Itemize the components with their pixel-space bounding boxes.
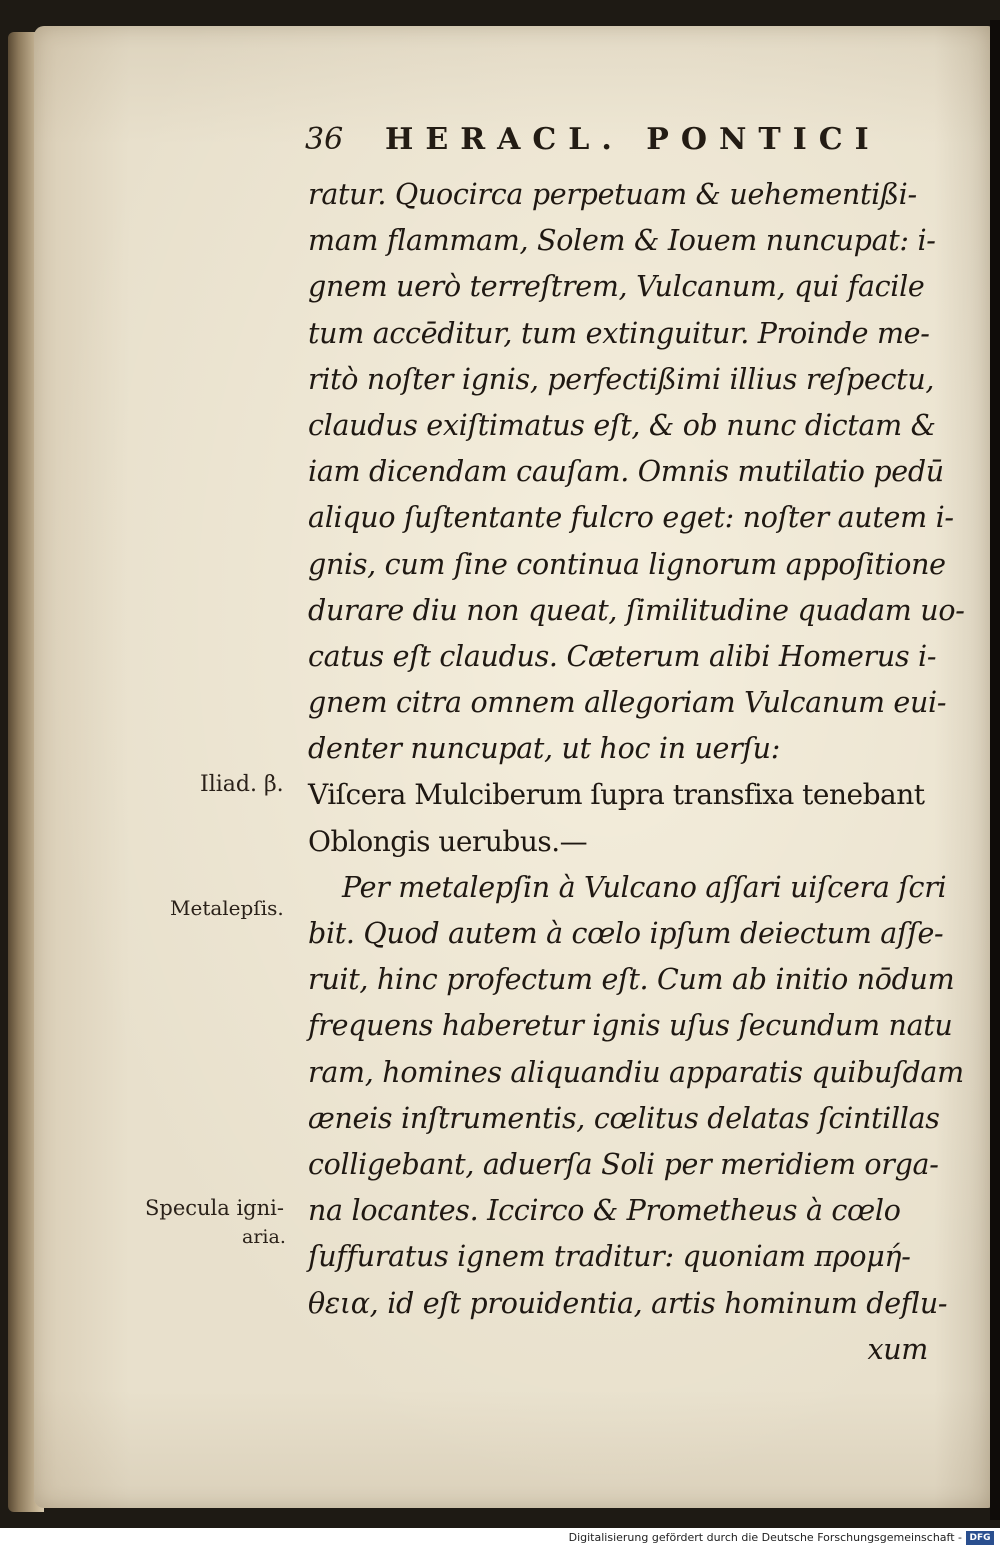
margin-note-specula-2: aria. <box>242 1226 286 1248</box>
text-line: aliquo ſuſtentante fulcro eget: noſter autem i- <box>308 501 954 535</box>
margin-note-metalepsis: Metalepſis. <box>170 896 284 920</box>
digitization-footer <box>0 1528 1000 1549</box>
text-line: θεια, id eſt prouidentia, artis hominum deflu- <box>308 1286 948 1320</box>
text-line: tum accēditur, tum extinguitur. Proinde me- <box>308 316 930 350</box>
text-line: durare diu non queat, ſimilitudine quadam uo- <box>308 593 965 627</box>
binding-shadow <box>990 20 1000 1520</box>
text-line: ritò noſter ignis, perfectißimi illius reſpectu, <box>308 362 935 396</box>
running-head: HERACL. PONTICI <box>385 122 881 157</box>
text-line: claudus exiſtimatus eſt, & ob nunc dictam & <box>308 408 936 442</box>
main-text-block <box>308 172 965 1373</box>
text-line: frequens haberetur ignis uſus ſecundum natu <box>308 1009 953 1043</box>
dfg-logo: DFG <box>966 1531 994 1545</box>
text-line: colligebant, aduerſa Soli per meridiem orga- <box>308 1147 939 1181</box>
text-line: bit. Quod autem à cœlo ipſum deiectum aſſe- <box>308 917 944 950</box>
text-line: Per metalepſin à Vulcano aſſari uiſcera ſcri <box>342 870 947 904</box>
verse-line: Viſcera Mulciberum ſupra transfixa tenebant <box>308 778 925 812</box>
catchword: xum <box>867 1332 928 1366</box>
text-line: gnem uerò terreſtrem, Vulcanum, qui facile <box>308 270 925 304</box>
text-line: æneis inſtrumentis, cœlitus delatas ſcintillas <box>308 1101 940 1135</box>
text-line: na locantes. Iccirco & Prometheus à cœlo <box>308 1194 901 1228</box>
text-line: iam dicendam cauſam. Omnis mutilatio pedū <box>308 455 944 489</box>
text-line: gnem citra omnem allegoriam Vulcanum eui- <box>308 686 947 720</box>
text-line: ram, homines aliquandiu apparatis quibuſdam <box>308 1055 964 1089</box>
text-line: ruit, hinc profectum eſt. Cum ab initio nōdum <box>308 963 955 997</box>
margin-note-specula-1: Specula igni- <box>145 1196 284 1220</box>
margin-note-iliad: Iliad. β. <box>200 772 284 797</box>
page-header <box>305 122 925 166</box>
text-line: catus eſt claudus. Cæterum alibi Homerus i- <box>308 639 937 673</box>
page-number: 36 <box>305 122 344 157</box>
text-line: gnis, cum ſine continua lignorum appoſitione <box>308 547 946 581</box>
text-line: ſuffuratus ignem traditur: quoniam προμή- <box>308 1240 911 1274</box>
text-line: denter nuncupat, ut hoc in uerſu: <box>308 732 781 766</box>
verse-line: Oblongis uerubus.— <box>308 824 588 858</box>
text-line: ratur. Quocirca perpetuam & uehementißi- <box>308 178 917 211</box>
footer-credit: Digitalisierung gefördert durch die Deutsche Forschungsgemeinschaft - <box>568 1531 962 1544</box>
text-line: mam flammam, Solem & Iouem nuncupat: i- <box>308 224 936 258</box>
